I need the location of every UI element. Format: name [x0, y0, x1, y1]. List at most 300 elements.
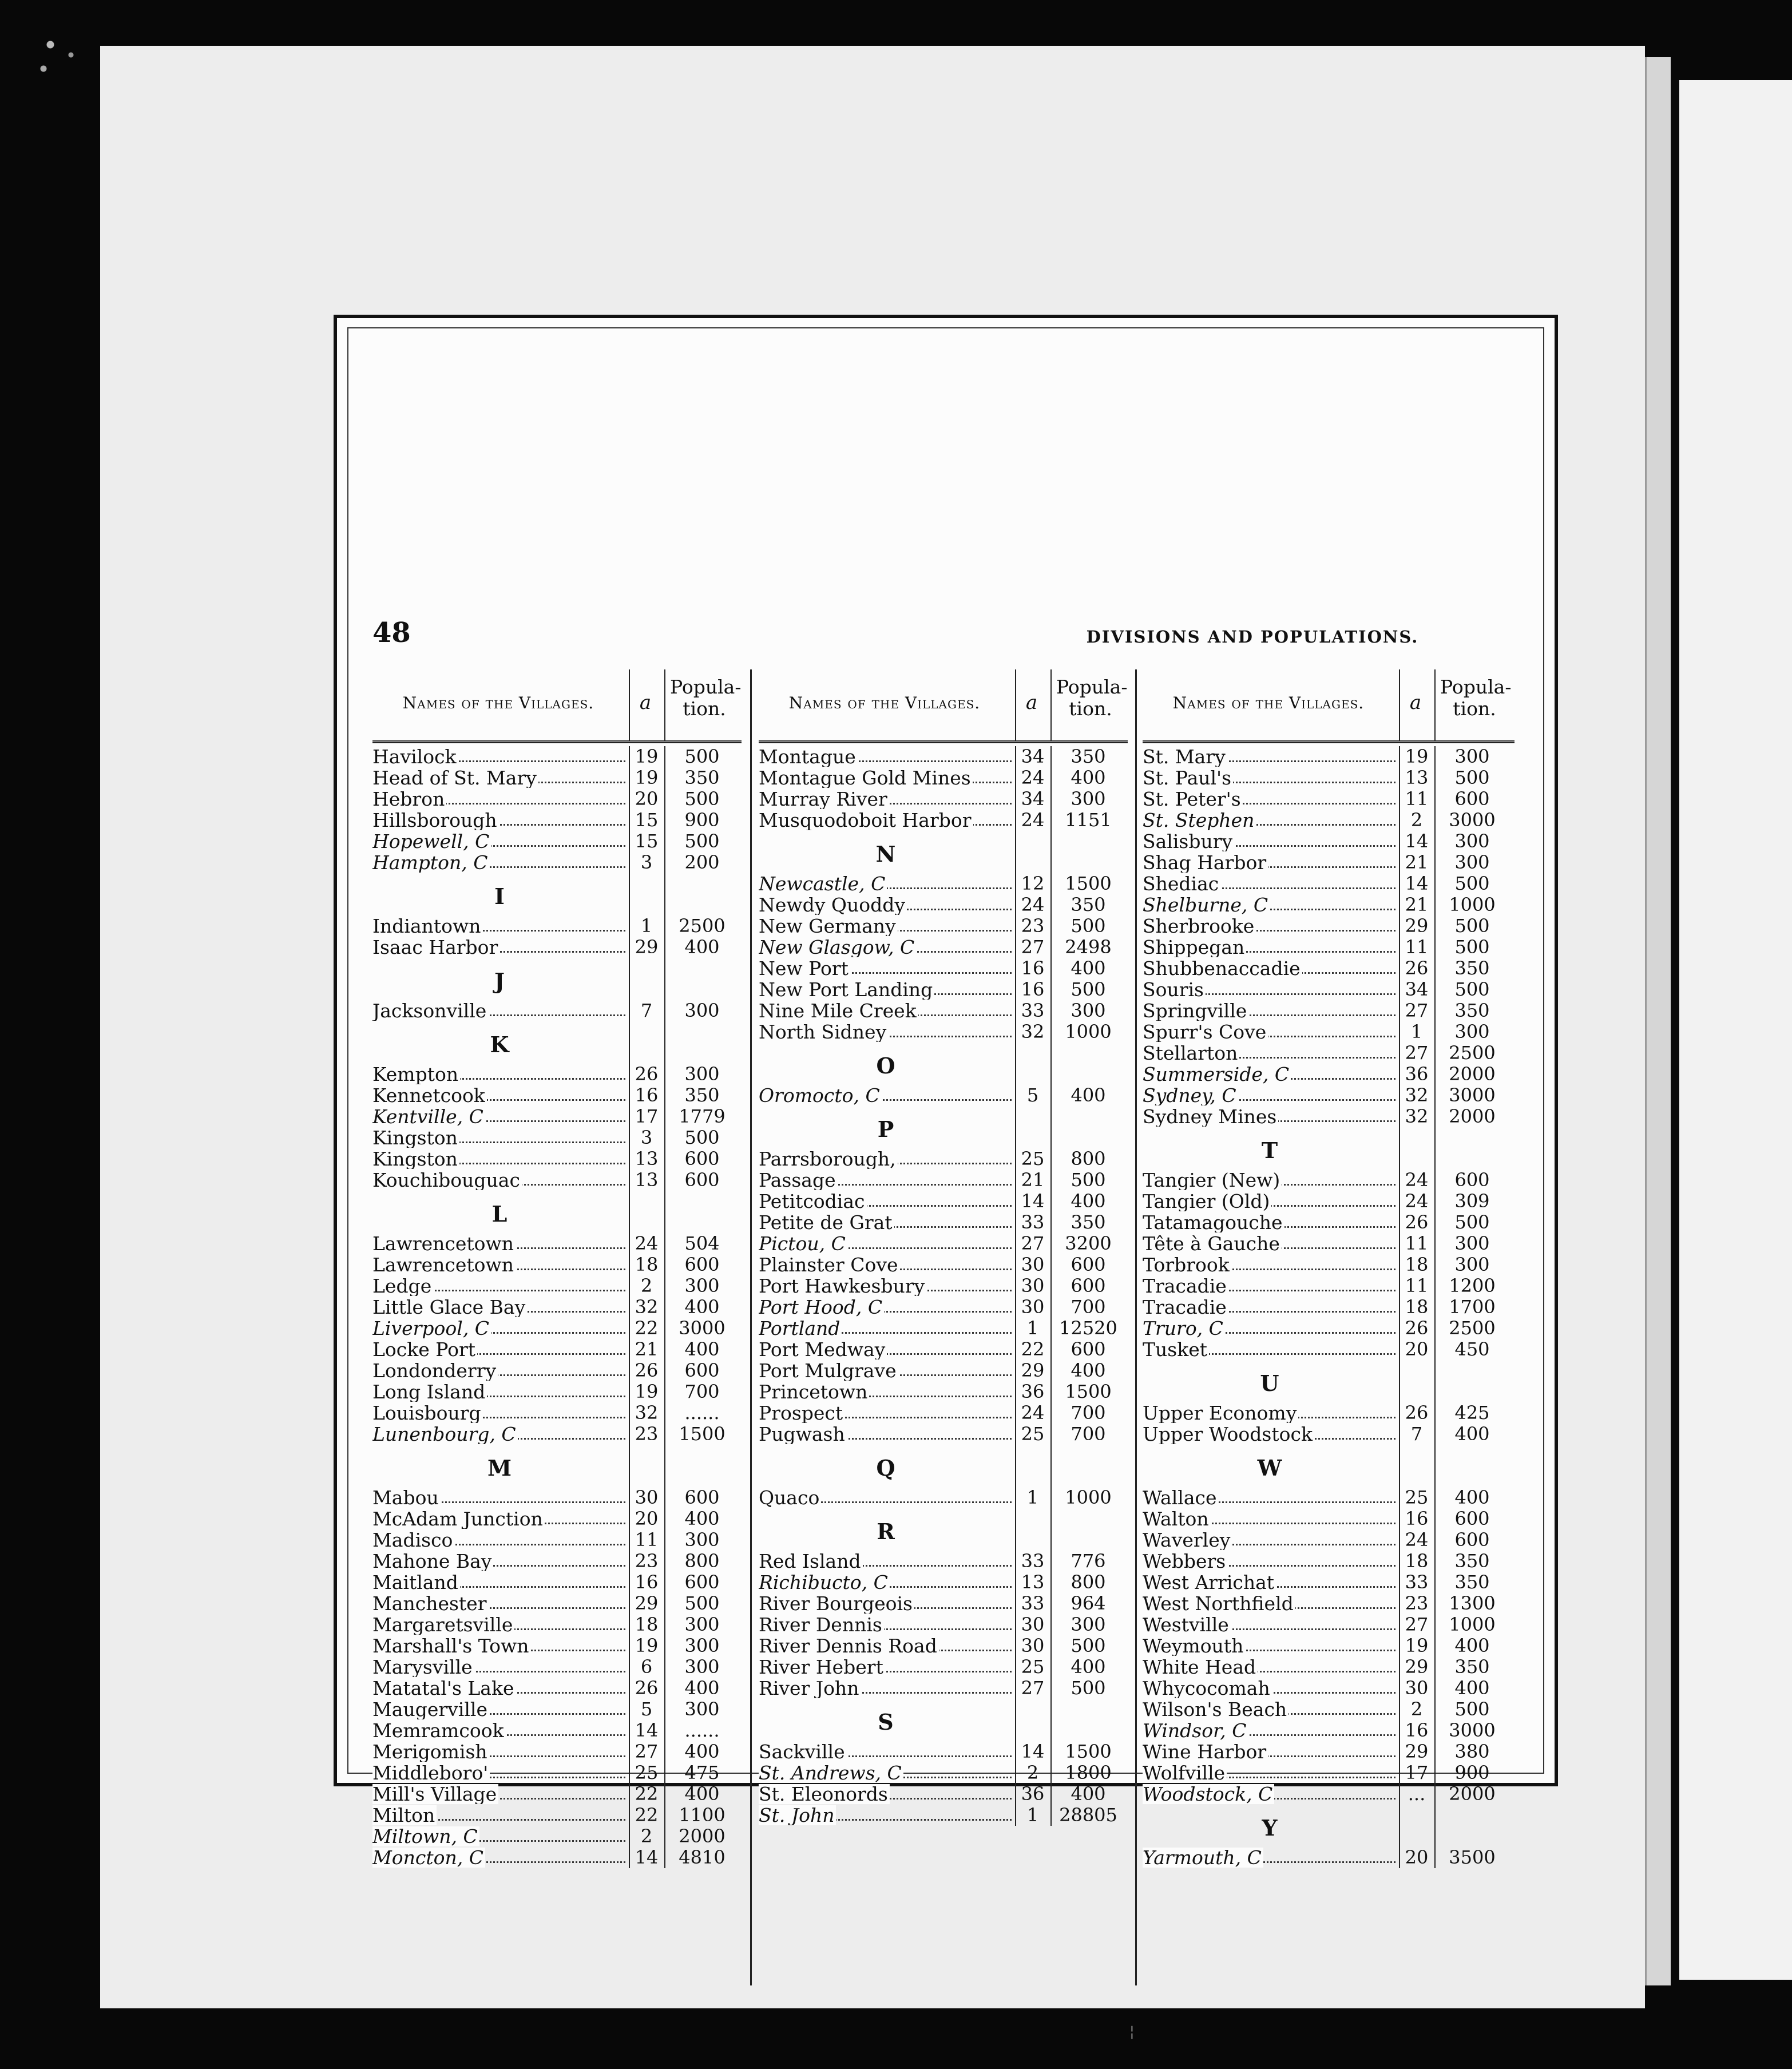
village-row: [759, 979, 1128, 1000]
village-name: [372, 1403, 627, 1423]
header-names: Names of the Villages.: [788, 693, 981, 712]
village-name-text: West Arrichat: [1143, 1572, 1276, 1592]
village-row: [759, 1783, 1128, 1805]
village-row: [372, 1762, 742, 1783]
village-name-text: Passage: [759, 1170, 838, 1190]
village-population: 400: [684, 1741, 720, 1762]
section-letter: L: [491, 1201, 508, 1227]
village-name-text: Woodstock, C: [1143, 1784, 1274, 1804]
village-row: [1143, 788, 1515, 810]
village-population: 400: [1071, 1190, 1106, 1212]
village-a: 22: [1021, 1338, 1045, 1360]
village-row: [1143, 1614, 1515, 1635]
village-name-text: Head of St. Mary: [372, 768, 538, 788]
village-population: 700: [684, 1381, 720, 1402]
village-row: [372, 1635, 742, 1656]
village-name: [372, 1615, 627, 1635]
village-name: [1143, 1678, 1397, 1698]
village-population: 2500: [679, 915, 725, 937]
village-name: [759, 958, 1013, 978]
village-name-text: Londonderry: [372, 1361, 498, 1381]
village-rows: [372, 746, 742, 1868]
village-a: 1: [640, 915, 653, 937]
village-name-text: St. Paul's: [1143, 768, 1233, 788]
village-row: [759, 1635, 1128, 1656]
village-name: [759, 1170, 1013, 1190]
village-row: [759, 1254, 1128, 1275]
village-name-text: Petitcodiac: [759, 1191, 867, 1211]
village-name-text: Newcastle, C: [759, 874, 887, 894]
village-name-text: Prospect: [759, 1403, 845, 1423]
village-row: [759, 1487, 1128, 1508]
village-name: [372, 747, 627, 767]
village-name-text: Nine Mile Creek: [759, 1001, 918, 1021]
village-name: [1143, 1551, 1397, 1571]
village-population: 500: [1454, 1698, 1490, 1720]
village-population: 700: [1071, 1423, 1106, 1445]
village-a: 16: [635, 1084, 659, 1106]
village-name-text: St. Andrews, C: [759, 1763, 903, 1783]
village-name-text: Kingston: [372, 1128, 459, 1148]
village-row: [759, 1614, 1128, 1635]
village-name: [372, 1488, 627, 1508]
village-a: 16: [1021, 957, 1045, 979]
column-separator: [1135, 669, 1137, 1985]
village-a: 15: [635, 809, 659, 831]
village-a: 22: [635, 1804, 659, 1826]
village-a: 21: [1405, 894, 1429, 915]
village-row: [372, 810, 742, 831]
village-name: [759, 1276, 1013, 1296]
village-a: 1: [1026, 1804, 1039, 1826]
village-name: [1143, 1509, 1397, 1529]
village-row: [759, 746, 1128, 767]
village-name: [1143, 1742, 1397, 1762]
village-name-text: Margaretsville: [372, 1615, 514, 1635]
village-a: 13: [635, 1169, 659, 1191]
village-name: [1143, 853, 1397, 873]
village-name-text: Tangier (Old): [1143, 1191, 1271, 1211]
village-name: [372, 1107, 627, 1127]
village-name: [1143, 747, 1397, 767]
village-row: [372, 915, 742, 937]
village-a: 24: [1405, 1169, 1429, 1191]
village-name: [372, 1848, 627, 1868]
village-a: 11: [1405, 788, 1429, 810]
village-name: [372, 1424, 627, 1444]
village-population: 1300: [1449, 1592, 1496, 1614]
village-name: [759, 895, 1013, 915]
village-name: [759, 1488, 1013, 1508]
village-a: 30: [1021, 1296, 1045, 1318]
village-a: 2: [1026, 1762, 1039, 1783]
village-a: 21: [1405, 851, 1429, 873]
village-population: 600: [1454, 1508, 1490, 1529]
column-header: [1143, 669, 1515, 743]
section-letter-row: [372, 873, 742, 915]
village-name: [759, 1001, 1013, 1021]
village-a: 34: [1021, 788, 1045, 810]
village-name-text: Mill's Village: [372, 1784, 498, 1804]
village-name-text: Windsor, C: [1143, 1721, 1248, 1741]
village-row: [372, 852, 742, 873]
village-name-text: Kentville, C: [372, 1107, 485, 1127]
section-letter: J: [494, 968, 505, 994]
village-name: [1143, 980, 1397, 1000]
village-name: [759, 1678, 1013, 1698]
village-a: 19: [1405, 1635, 1429, 1656]
village-name-text: McAdam Junction: [372, 1509, 545, 1529]
village-name-text: Kingston: [372, 1149, 459, 1169]
village-name: [1143, 895, 1397, 915]
village-name-text: Indiantown: [372, 916, 483, 936]
village-name: [372, 1699, 627, 1719]
village-name: [1143, 1234, 1397, 1254]
village-row: [1143, 979, 1515, 1000]
village-name-text: St. Eleonords: [759, 1784, 890, 1804]
village-a: 36: [1405, 1063, 1429, 1085]
village-name: [759, 874, 1013, 894]
village-population: 1800: [1065, 1762, 1112, 1783]
facing-page: [1679, 80, 1792, 1980]
column-header: [372, 669, 742, 743]
village-name: [372, 1594, 627, 1614]
village-population: 350: [1454, 1571, 1490, 1593]
village-population: 400: [684, 1338, 720, 1360]
village-name: [1143, 1085, 1397, 1105]
village-population: 2000: [1449, 1783, 1496, 1805]
village-a: 2: [1410, 1698, 1423, 1720]
header-names: Names of the Villages.: [402, 693, 594, 712]
village-a: 26: [1405, 1211, 1429, 1233]
village-name-text: Tangier (New): [1143, 1170, 1282, 1190]
village-a: 32: [635, 1296, 659, 1318]
village-row: [1143, 1275, 1515, 1297]
village-population: 3000: [1449, 809, 1496, 831]
village-a: 27: [1021, 1232, 1045, 1254]
village-row: [1143, 1720, 1515, 1741]
village-row: [1143, 1212, 1515, 1233]
village-population: 600: [684, 1487, 720, 1508]
village-a: 19: [1405, 746, 1429, 767]
village-a: 32: [1405, 1084, 1429, 1106]
village-a: 33: [1021, 1211, 1045, 1233]
village-a: 17: [1405, 1762, 1429, 1783]
village-row: [372, 1000, 742, 1021]
village-population: 2498: [1065, 936, 1112, 958]
village-population: 500: [684, 1127, 720, 1148]
village-name-text: Salisbury: [1143, 831, 1234, 851]
village-population: 900: [1454, 1762, 1490, 1783]
village-name-text: Wine Harbor: [1143, 1742, 1268, 1762]
village-name-text: Wolfville: [1143, 1763, 1227, 1783]
village-population: 2500: [1449, 1317, 1496, 1339]
village-name: [1143, 937, 1397, 957]
village-name-text: Waverley: [1143, 1530, 1232, 1550]
village-name: [759, 1636, 1013, 1656]
village-name-text: Lawrencetown: [372, 1234, 516, 1254]
village-name: [759, 768, 1013, 788]
header-rule: [1050, 669, 1052, 740]
village-row: [372, 1085, 742, 1106]
village-a: 24: [1021, 767, 1045, 788]
village-row: [1143, 1424, 1515, 1445]
village-row: [759, 1360, 1128, 1381]
header-population-line1: Popula-: [670, 676, 742, 698]
section-letter: S: [878, 1709, 894, 1735]
village-population: 600: [1454, 1529, 1490, 1551]
village-a: 18: [1405, 1550, 1429, 1572]
village-a: 27: [1021, 1677, 1045, 1699]
village-name-text: Port Hood, C: [759, 1297, 884, 1317]
village-population: 1500: [679, 1423, 725, 1445]
village-name-text: Tracadie: [1143, 1297, 1228, 1317]
section-letter-row: [372, 1021, 742, 1064]
village-a: 19: [635, 767, 659, 788]
village-population: 1500: [1065, 1741, 1112, 1762]
village-a: 25: [1405, 1487, 1429, 1508]
header-rule: [1434, 669, 1436, 740]
village-a: 19: [635, 1381, 659, 1402]
village-a: 27: [635, 1741, 659, 1762]
village-name: [759, 1572, 1013, 1592]
village-population: 1700: [1449, 1296, 1496, 1318]
village-population: 309: [1454, 1190, 1490, 1212]
village-a: 23: [1021, 915, 1045, 937]
village-name: [1143, 1001, 1397, 1021]
village-row: [1143, 1339, 1515, 1360]
header-population-line1: Popula-: [1440, 676, 1512, 698]
village-a: 13: [1021, 1571, 1045, 1593]
village-name-text: Petite de Grat: [759, 1212, 894, 1232]
village-name-text: Port Mulgrave: [759, 1361, 898, 1381]
village-name: [1143, 1848, 1397, 1868]
village-name-text: Wallace: [1143, 1488, 1219, 1508]
village-name: [759, 1255, 1013, 1275]
village-a: 26: [635, 1359, 659, 1381]
village-population: 600: [1071, 1338, 1106, 1360]
village-name-text: River John: [759, 1678, 861, 1698]
page-frame: [334, 315, 1558, 2040]
village-a: 29: [1405, 1656, 1429, 1678]
village-row: [1143, 767, 1515, 788]
village-population: 500: [684, 746, 720, 767]
village-a: 6: [640, 1656, 653, 1678]
village-name-text: Tracadie: [1143, 1276, 1228, 1296]
section-letter: K: [490, 1032, 509, 1057]
village-a: 26: [1405, 957, 1429, 979]
section-letter: R: [877, 1519, 895, 1544]
section-letter: I: [494, 883, 505, 909]
village-a: 1: [1410, 1021, 1423, 1043]
section-letter-row: [372, 1445, 742, 1487]
village-name-text: Port Medway: [759, 1339, 887, 1359]
village-name-text: Milton: [372, 1805, 437, 1825]
section-letter: W: [1257, 1455, 1282, 1481]
village-name-text: Kempton: [372, 1064, 460, 1084]
header-rule: [1399, 669, 1400, 740]
village-row: [759, 1656, 1128, 1678]
village-row: [372, 1826, 742, 1847]
village-name-text: St. Mary: [1143, 747, 1227, 767]
village-name-text: Pugwash: [759, 1424, 847, 1444]
village-name: [759, 789, 1013, 809]
village-row: [1143, 1170, 1515, 1191]
village-name-text: Hampton, C: [372, 853, 489, 873]
village-population: 600: [1454, 1169, 1490, 1191]
village-name: [372, 1509, 627, 1529]
village-name-text: Richibucto, C: [759, 1572, 890, 1592]
village-row: [1143, 1487, 1515, 1508]
village-a: 29: [1405, 915, 1429, 937]
village-name-text: Louisbourg: [372, 1403, 483, 1423]
village-a: 34: [1405, 978, 1429, 1000]
village-name: [759, 1318, 1013, 1338]
village-name: [372, 853, 627, 873]
village-population: 380: [1454, 1741, 1490, 1762]
village-name: [759, 1784, 1013, 1804]
village-name: [372, 1784, 627, 1804]
village-population: 3000: [679, 1317, 725, 1339]
village-a: 27: [1405, 1042, 1429, 1064]
village-row: [1143, 1043, 1515, 1064]
village-a: 20: [1405, 1338, 1429, 1360]
village-a: 24: [635, 1232, 659, 1254]
village-population: 350: [1071, 894, 1106, 915]
village-name-text: Isaac Harbor: [372, 937, 499, 957]
village-name: [372, 916, 627, 936]
village-row: [372, 1487, 742, 1508]
village-population: 964: [1071, 1592, 1106, 1614]
section-letter-row: [372, 1191, 742, 1233]
village-a: 7: [640, 1000, 653, 1021]
village-name-text: Jacksonville: [372, 1001, 488, 1021]
village-a: 30: [1405, 1677, 1429, 1699]
village-population: 1779: [679, 1105, 725, 1127]
village-row: [372, 1593, 742, 1614]
village-row: [372, 1678, 742, 1699]
village-population: 300: [684, 1614, 720, 1635]
section-letter-row: [372, 958, 742, 1000]
village-a: 16: [1405, 1719, 1429, 1741]
village-name: [1143, 1721, 1397, 1741]
village-population: 400: [1454, 1677, 1490, 1699]
village-row: [372, 1339, 742, 1360]
village-name-text: Torbrook: [1143, 1255, 1231, 1275]
village-name-text: Lawrencetown: [372, 1255, 516, 1275]
village-name-text: Shelburne, C: [1143, 895, 1270, 915]
village-row: [759, 958, 1128, 979]
village-name: [372, 1339, 627, 1359]
village-name-text: Hebron: [372, 789, 446, 809]
village-name-text: Locke Port: [372, 1339, 477, 1359]
village-name: [1143, 1276, 1397, 1296]
village-population: 350: [684, 1084, 720, 1106]
village-row: [1143, 1741, 1515, 1762]
village-a: 2: [640, 1275, 653, 1297]
village-name: [372, 1149, 627, 1169]
village-population: 350: [1454, 1550, 1490, 1572]
village-name-text: Sherbrooke: [1143, 916, 1256, 936]
village-row: [759, 1233, 1128, 1254]
village-population: 600: [684, 1571, 720, 1593]
village-row: [1143, 1699, 1515, 1720]
village-a: 7: [1410, 1423, 1423, 1445]
village-name-text: Pictou, C: [759, 1234, 847, 1254]
village-row: [759, 1741, 1128, 1762]
village-name-text: Souris: [1143, 980, 1206, 1000]
village-name: [372, 1572, 627, 1592]
village-population: 300: [1071, 1000, 1106, 1021]
village-name: [1143, 1403, 1397, 1423]
village-population: 2000: [679, 1825, 725, 1847]
village-a: 14: [1405, 873, 1429, 894]
village-a: 16: [1405, 1508, 1429, 1529]
village-row: [759, 788, 1128, 810]
village-a: 18: [635, 1614, 659, 1635]
village-a: 24: [1405, 1190, 1429, 1212]
village-population: 600: [684, 1169, 720, 1191]
village-name-text: St. John: [759, 1805, 836, 1825]
village-row: [372, 937, 742, 958]
section-letter-row: [759, 1445, 1128, 1487]
village-name: [1143, 768, 1397, 788]
village-population: 1100: [679, 1804, 725, 1826]
village-population: 2000: [1449, 1063, 1496, 1085]
village-name: [372, 810, 627, 830]
village-population: 300: [1454, 830, 1490, 852]
village-population: 350: [1071, 1211, 1106, 1233]
village-name: [372, 1297, 627, 1317]
village-population: 300: [1071, 1614, 1106, 1635]
village-row: [1143, 852, 1515, 873]
village-row: [372, 1402, 742, 1424]
section-letter-row: [1143, 1127, 1515, 1170]
village-population: ......: [684, 1719, 720, 1741]
village-a: 5: [1026, 1084, 1039, 1106]
village-name: [372, 1234, 627, 1254]
village-population: 504: [684, 1232, 720, 1254]
village-population: 400: [1454, 1423, 1490, 1445]
village-name-text: Springville: [1143, 1001, 1248, 1021]
village-a: 5: [640, 1698, 653, 1720]
village-population: 400: [1071, 957, 1106, 979]
village-row: [372, 1699, 742, 1720]
village-population: 350: [684, 767, 720, 788]
village-a: 21: [1021, 1169, 1045, 1191]
village-name-text: New Port Landing: [759, 980, 934, 1000]
village-row: [1143, 1254, 1515, 1275]
village-name: [372, 768, 627, 788]
village-name-text: Truro, C: [1143, 1318, 1225, 1338]
village-name: [1143, 958, 1397, 978]
page-edges: [1645, 57, 1671, 1985]
village-row: [372, 1064, 742, 1085]
village-population: 400: [684, 1677, 720, 1699]
village-a: 33: [1021, 1000, 1045, 1021]
page-number: 48: [372, 617, 411, 649]
village-row: [372, 746, 742, 767]
column-header: [759, 669, 1128, 743]
village-a: 1: [1026, 1487, 1039, 1508]
village-row: [1143, 1678, 1515, 1699]
village-row: [1143, 1085, 1515, 1106]
village-population: 475: [684, 1762, 720, 1783]
village-name-text: Manchester: [372, 1594, 488, 1614]
village-population: 500: [1071, 1635, 1106, 1656]
village-a: 20: [635, 788, 659, 810]
village-row: [1143, 1106, 1515, 1127]
